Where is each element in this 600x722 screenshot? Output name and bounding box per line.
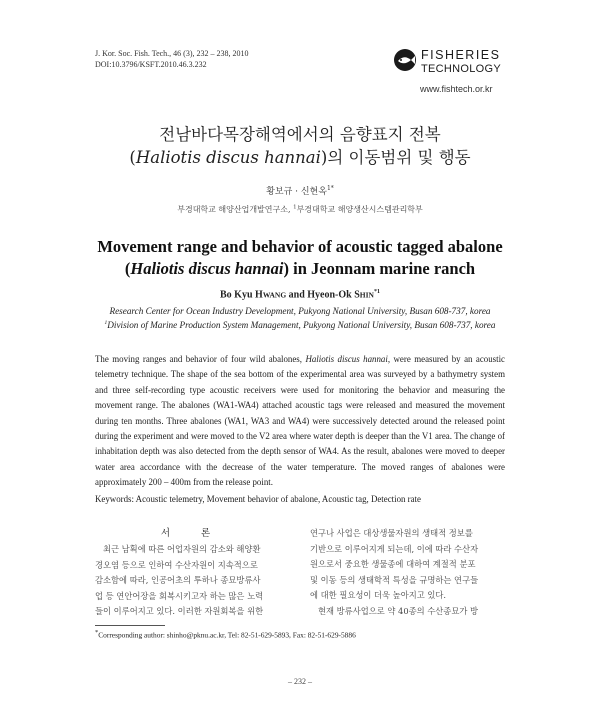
- body-line: 업 등 연안어장을 회복시키고자 하는 많은 노력: [95, 590, 264, 601]
- journal-doi-line: DOI:10.3796/KSFT.2010.46.3.232: [95, 60, 207, 69]
- english-title-paren: (: [124, 259, 131, 278]
- english-affiliation-1: Research Center for Ocean Industry Development, Pukyong National University, Busan 608-737, korea: [109, 306, 491, 316]
- body-column-left: [95, 542, 295, 620]
- journal-url: www.fishtech.or.kr: [420, 84, 493, 94]
- english-title-line1: Movement range and behavior of acoustic tagged abalone: [97, 237, 503, 256]
- author1-first: Bo Kyu H: [220, 289, 263, 301]
- english-affiliation-2: [40, 320, 560, 330]
- korean-title-line1: 전남바다목장해역에서의 음향표지 전복: [159, 125, 441, 144]
- keywords: Keywords: Acoustic telemetry, Movement behavior of abalone, Acoustic tag, Detection rate: [95, 494, 421, 504]
- journal-volume-line: J. Kor. Soc. Fish. Tech., 46 (3), 232 – 238, 2010: [95, 49, 249, 58]
- logo-title-line1: FISHERIES: [421, 48, 501, 62]
- english-affiliation-2-mark: 1: [104, 320, 108, 326]
- english-title-species: Haliotis discus hannai: [130, 259, 284, 278]
- journal-citation: [95, 48, 249, 70]
- body-line: 현재 방류사업으로 약 40종의 수산종묘가 방: [318, 605, 478, 616]
- abstract: [95, 352, 505, 491]
- section-title-introduction: 서 론: [160, 528, 225, 539]
- footnote-divider: [95, 625, 165, 626]
- korean-author-marks: 1*: [326, 185, 334, 192]
- korean-affiliations: [60, 204, 540, 215]
- korean-title-species: Haliotis discus hannai: [135, 148, 321, 167]
- footnote-mark: *: [95, 629, 99, 636]
- korean-author-names: 황보규 · 신현옥: [266, 187, 327, 197]
- body-line: 기반으로 이루어지게 되는데, 이에 따라 수산자: [310, 543, 479, 554]
- korean-affiliation-b: 부경대학교 해양생산시스템관리학부: [296, 205, 423, 214]
- body-line: 원으로서 중요한 생물종에 대하여 계절적 분포: [310, 559, 476, 570]
- fish-emblem-icon: [392, 44, 510, 84]
- korean-title-paren: (: [129, 148, 136, 167]
- body-line: 연구나 사업은 대상생물자원의 생태적 정보를: [310, 528, 473, 538]
- body-line: 최근 남획에 따른 어업자원의 감소와 해양환: [103, 544, 261, 554]
- body-line: 및 이동 등의 생태학적 특성을 규명하는 연구들: [310, 574, 479, 585]
- english-authors: [40, 289, 560, 300]
- author2-smallcaps: HIN: [359, 290, 374, 300]
- abstract-part1: The moving ranges and behavior of four wild abalones,: [95, 354, 306, 364]
- korean-title-rest: )의 이동범위 및 행동: [320, 148, 471, 167]
- author1-smallcaps: WANG: [262, 290, 287, 300]
- english-title-line2: [40, 258, 560, 280]
- body-line: 에 대한 필요성이 더욱 높아지고 있다.: [310, 590, 447, 601]
- korean-affiliation-b-mark: 1: [293, 204, 297, 211]
- page-number: – 232 –: [288, 677, 312, 686]
- english-affiliation-2-text: Division of Marine Production System Management, Pukyong National University, Busan 608-737, korea: [107, 320, 496, 331]
- body-column-right: [310, 526, 510, 620]
- logo-title-line2: TECHNOLOGY: [421, 63, 502, 75]
- body-line: 경오염 등으로 인하여 수산자원이 지속적으로: [95, 559, 258, 570]
- korean-title-line2: [60, 147, 540, 169]
- korean-authors: [60, 184, 540, 197]
- author2-first: Hyeon-Ok S: [307, 289, 360, 301]
- corresponding-author-footnote: [95, 629, 356, 639]
- author-and: and: [286, 289, 308, 301]
- korean-affiliation-a: 부경대학교 해양산업개발연구소,: [177, 205, 291, 214]
- author-marks: *1: [373, 289, 380, 295]
- body-line: 들이 이루어지고 있다. 이러한 자원회복을 위한: [95, 606, 264, 617]
- abstract-part2: , were measured by an acoustic telemetry technique. The shape of the sea bottom of the experimental area was surveyed by a bathymetry system and three self-recording type acoustic receivers were used for monitoring the behavior and measuring the movement range. The abalones (WA1-WA4) attached acoustic tags were released and measured the movement during ten months. Three abalones (WA1, WA3 and WA4) were successively detected around the released point during the experiment and were moved to the V2 area where water depth is deeper than the V1 area. The change of inhabitation depth was also detected from the depth sensor of WA4. As the result, abalones were moved to deeper water area accordance with the decrease of the water temperature. The moved ranges of abalones were approximately 200 – 400m from the release point.: [95, 354, 505, 488]
- body-line: 감소함에 따라, 인공어초의 투하나 종묘방류사: [95, 575, 261, 586]
- english-title-rest: ) in Jeonnam marine ranch: [283, 259, 476, 278]
- abstract-species: Haliotis discus hannai: [305, 354, 388, 364]
- footnote-text: Corresponding author: shinho@pknu.ac.kr, Tel: 82-51-629-5893, Fax: 82-51-629-5886: [98, 630, 356, 640]
